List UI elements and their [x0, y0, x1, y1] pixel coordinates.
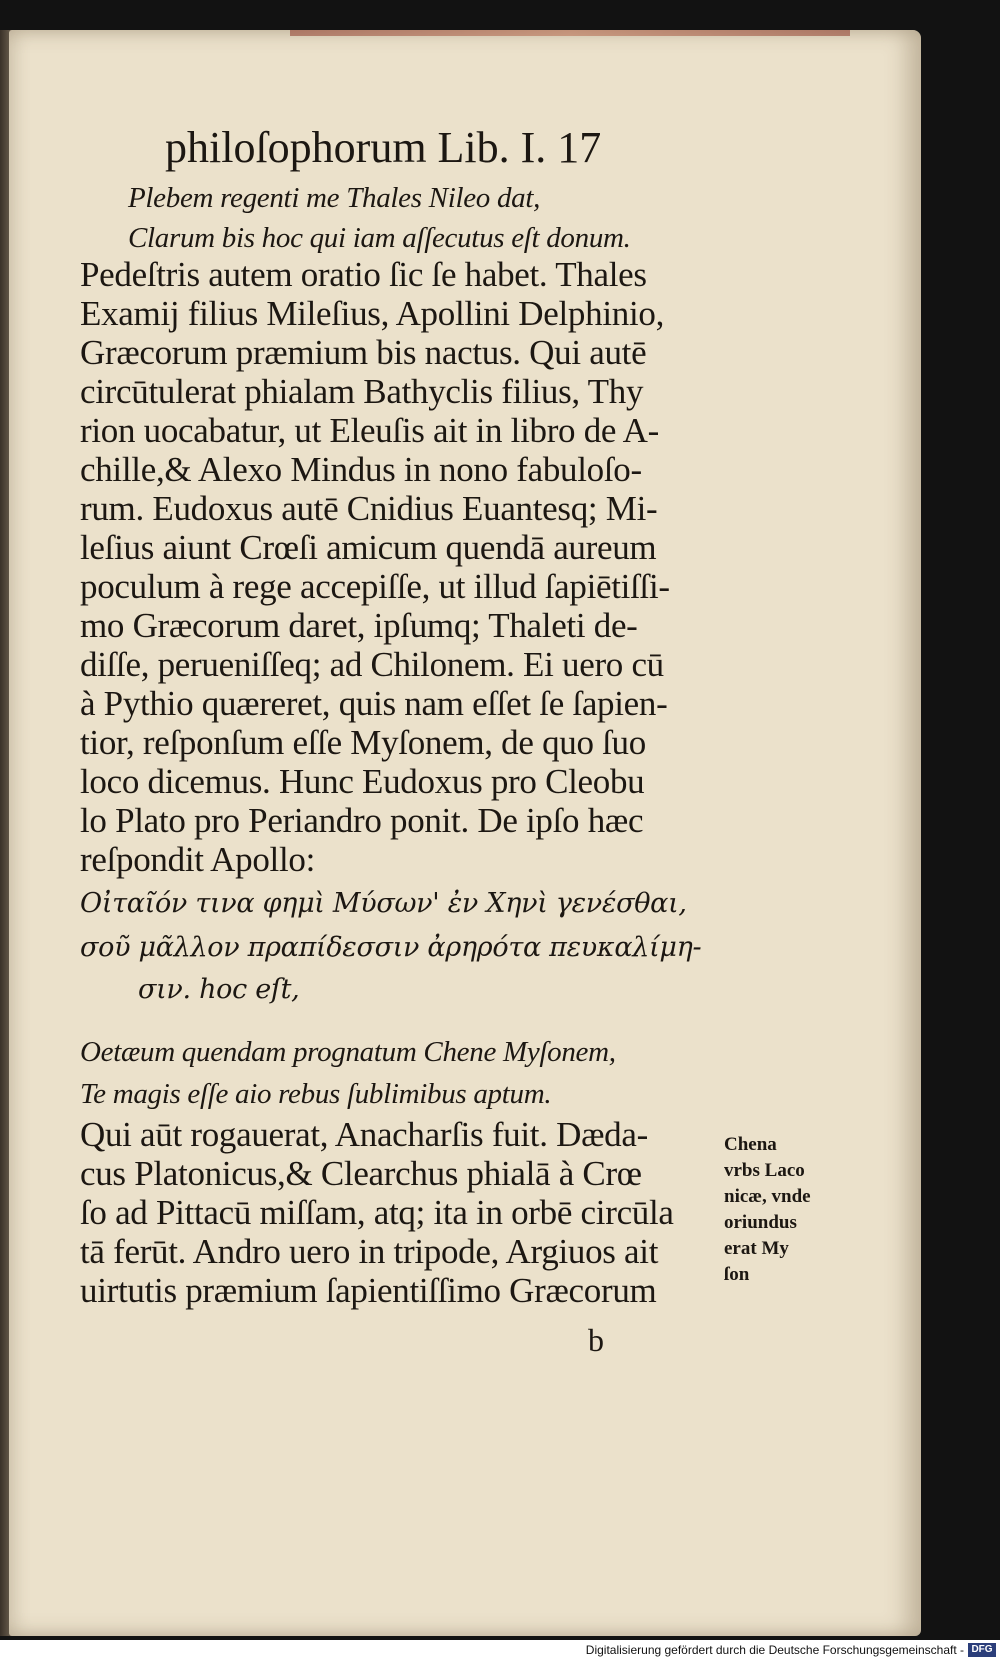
funding-credit: Digitalisierung gefördert durch die Deutsche Forschungsgemeinschaft - — [585, 1643, 964, 1657]
marginal-note-line: oriundus — [724, 1212, 797, 1233]
text-line: reſpondit Apollo: — [80, 840, 316, 879]
greek-verse-line: Οἰταῖόν τινα φημὶ Μύσων' ἐν Χηνὶ γενέσθαι, — [80, 888, 687, 919]
text-line: loco dicemus. Hunc Eudoxus pro Cleobu — [80, 762, 645, 801]
text-line: mo Græcorum daret, ipſumq; Thaleti de- — [80, 606, 638, 645]
text-line: Græcorum præmium bis nactus. Qui autē — [80, 333, 647, 372]
text-line: rion uocabatur, ut Eleuſis ait in libro de A- — [80, 411, 659, 450]
text-line: lo Plato pro Periandro ponit. De ipſo hæc — [80, 801, 644, 840]
text-line: Qui aūt rogauerat, Anacharſis fuit. Dæda- — [80, 1115, 648, 1154]
dfg-logo: DFG — [968, 1643, 996, 1657]
marginal-note-line: erat My — [724, 1238, 789, 1259]
text-line: Pedeſtris autem oratio ſic ſe habet. Thales — [80, 255, 647, 294]
signature-mark: b — [588, 1322, 604, 1358]
marginal-note-line: Chena — [724, 1134, 777, 1155]
text-line: uirtutis præmium ſapientiſſimo Græcorum — [80, 1271, 657, 1310]
greek-verse-line: σιν. hoc eſt, — [138, 974, 300, 1005]
marginal-note-line: nicæ, vnde — [724, 1186, 811, 1207]
text-line: chille,& Alexo Mindus in nono fabuloſo- — [80, 450, 642, 489]
marginal-note — [724, 1132, 844, 1288]
verse-line: Oetæum quendam prognatum Chene Myſonem, — [80, 1036, 616, 1068]
text-line: Examij filius Mileſius, Apollini Delphinio, — [80, 294, 665, 333]
verse-line: Plebem regenti me Thales Nileo dat, — [128, 182, 541, 214]
greek-verse-line: σοῦ μᾶλλον πραπίδεσσιν ἀρηρότα πευκαλίμη- — [80, 932, 702, 963]
text-line: leſius aiunt Crœſi amicum quendā aureum — [80, 528, 657, 567]
text-line: diſſe, perueniſſeq; ad Chilonem. Ei uero cū — [80, 645, 664, 684]
verse-line: Clarum bis hoc qui iam aſſecutus eſt donum. — [128, 222, 631, 254]
text-line: poculum à rege accepiſſe, ut illud ſapiētiſſi- — [80, 567, 670, 606]
marginal-note-line: vrbs Laco — [724, 1160, 805, 1181]
page-top-edge — [290, 30, 850, 36]
text-line: cus Platonicus,& Clearchus phialā à Crœ — [80, 1154, 642, 1193]
text-line: tā ferūt. Andro uero in tripode, Argiuos ait — [80, 1232, 659, 1271]
verse-line: Te magis eſſe aio rebus ſublimibus aptum. — [80, 1078, 552, 1110]
marginal-note-line: ſon — [724, 1264, 750, 1285]
text-line: circūtulerat phialam Bathyclis filius, Thy — [80, 372, 644, 411]
running-header: philoſophorum Lib. I. 17 — [165, 123, 602, 172]
footer-bar — [0, 1640, 1000, 1661]
text-line: ſo ad Pittacū miſſam, atq; ita in orbē circūla — [80, 1193, 674, 1232]
text-line: rum. Eudoxus autē Cnidius Euantesq; Mi- — [80, 489, 658, 528]
text-line: tior, reſponſum eſſe Myſonem, de quo ſuo — [80, 723, 646, 762]
text-line: à Pythio quæreret, quis nam eſſet ſe ſapien- — [80, 684, 668, 723]
